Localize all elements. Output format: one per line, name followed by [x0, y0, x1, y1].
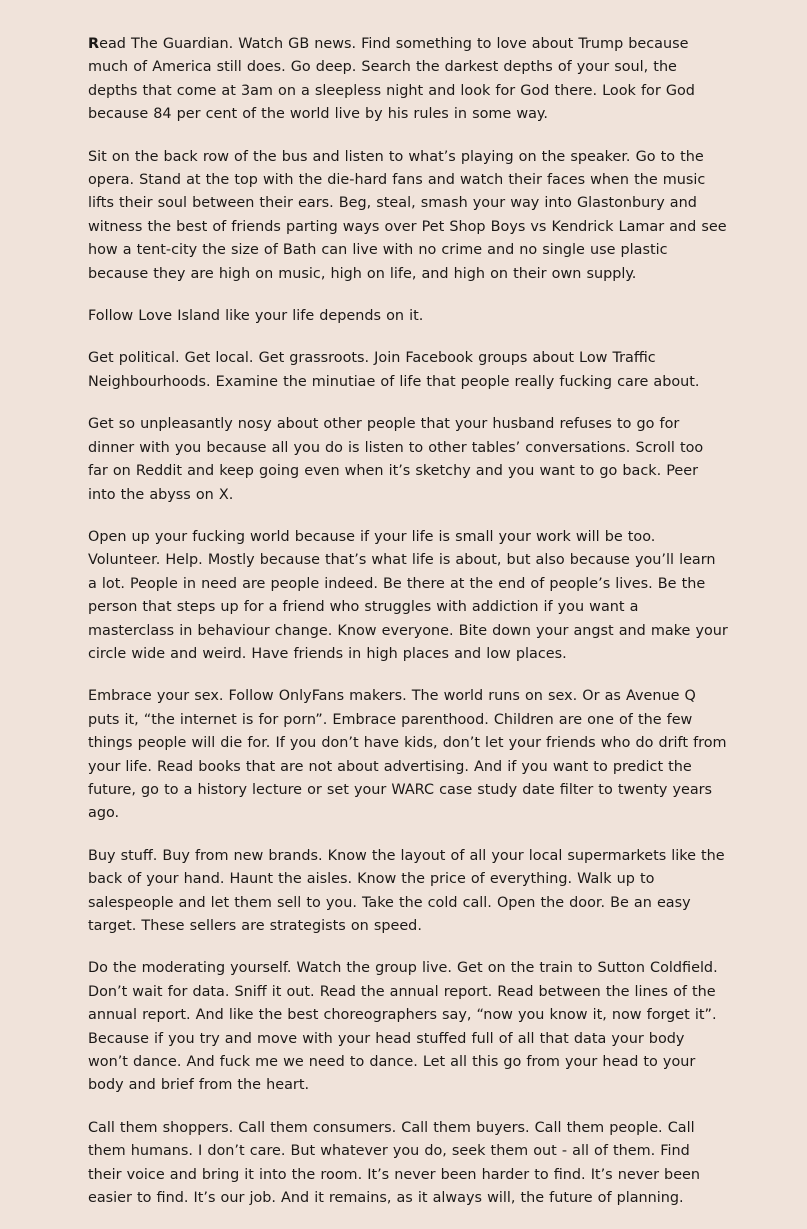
paragraph-8: Buy stuff. Buy from new brands. Know the layout of all your local supermarkets like the back of your hand. Haunt the aisles. Know the price of everything. Walk up to salespeople and let them sell to you. Take the cold call. Open the door. Be an easy target. These sellers are strategists on speed. [88, 847, 725, 934]
paragraph-9: Do the moderating yourself. Watch the group live. Get on the train to Sutton Coldfield. Don’t wait for data. Sniff it out. Read the annual report. Read between the lines of the annual report. And like the best choreographers say, “now you know it, now forget it”. Because if you try and move with your head stuffed full of all that data your body won’t dance. And fuck me we need to dance. Let all this go from your head to your body and brief from the heart. [88, 960, 718, 1094]
paragraph-4: Get political. Get local. Get grassroots. Join Facebook groups about Low Traffic Neighbourhoods. Examine the minutiae of life that people really fucking care about. [88, 350, 700, 390]
paragraph-10: Call them shoppers. Call them consumers. Call them buyers. Call them people. Call them humans. I don’t care. But whatever you do, seek them out - all of them. Find their voice and bring it into the room. It’s never been harder to find. It’s never been easier to find. It’s our job. And it remains, as it always will, the future of planning. [88, 1119, 701, 1207]
paragraph-3: Follow Love Island like your life depends on it. [88, 308, 424, 325]
paragraph-1 [88, 33, 728, 127]
drop-cap: R [88, 36, 100, 52]
paragraph-7: Embrace your sex. Follow OnlyFans makers. The world runs on sex. Or as Avenue Q puts it, “the internet is for porn”. Embrace parenthood. Children are one of the few things people will die for. If you don’t have kids, don’t let your friends who do drift from your life. Read books that are not about advertising. And if you want to predict the future, go to a history lecture or set your WARC case study date filter to twenty years ago. [88, 688, 727, 822]
paragraph-1-text: ead The Guardian. Watch GB news. Find something to love about Trump because much of America still does. Go deep. Search the darkest depths of your soul, the depths that come at 3am on a sleepless night and look for God there. Look for God because 84 per cent of the world live by his rules in some way. [88, 36, 695, 123]
paragraph-6: Open up your fucking world because if your life is small your work will be too. Volunteer. Help. Mostly because that’s what life is about, but also because you’ll learn a lot. People in need are people indeed. Be there at the end of people’s lives. Be the person that steps up for a friend who struggles with addiction if you want a masterclass in behaviour change. Know everyone. Bite down your angst and make your circle wide and weird. Have friends in high places and low places. [88, 528, 728, 662]
paragraph-5: Get so unpleasantly nosy about other people that your husband refuses to go for dinner with you because all you do is listen to other tables’ conversations. Scroll too far on Reddit and keep going even when it’s sketchy and you want to go back. Peer into the abyss on X. [88, 416, 704, 503]
article-body [88, 33, 728, 1229]
paragraph-2: Sit on the back row of the bus and listen to what’s playing on the speaker. Go to the opera. Stand at the top with the die-hard fans and watch their faces when the music lifts their soul between their ears. Beg, steal, smash your way into Glastonbury and witness the best of friends parting ways over Pet Shop Boys vs Kendrick Lamar and see how a tent-city the size of Bath can live with no crime and no single use plastic because they are high on music, high on life, and high on their own supply. [88, 148, 727, 282]
